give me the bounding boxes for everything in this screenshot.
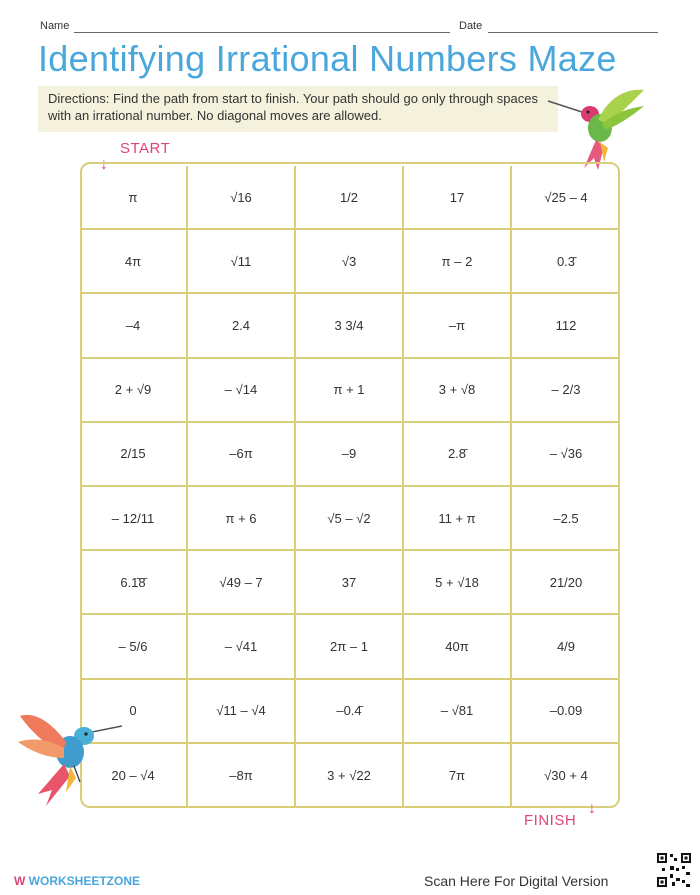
- maze-cell[interactable]: 7π: [404, 744, 512, 808]
- qr-code-icon[interactable]: [656, 852, 692, 888]
- maze-cell[interactable]: √25 – 4: [512, 166, 620, 230]
- maze-cell[interactable]: 0.3̄: [512, 230, 620, 294]
- maze-grid: [80, 166, 620, 808]
- maze-cell[interactable]: – √41: [188, 615, 296, 679]
- maze-cell[interactable]: –2.5: [512, 487, 620, 551]
- maze-cell[interactable]: 5 + √18: [404, 551, 512, 615]
- maze-cell[interactable]: 112: [512, 294, 620, 358]
- maze-cell[interactable]: 20 – √4: [80, 744, 188, 808]
- logo-text: WORKSHEETZONE: [28, 874, 141, 888]
- maze-cell[interactable]: 3 + √22: [296, 744, 404, 808]
- maze-cell[interactable]: 2.4: [188, 294, 296, 358]
- directions-box: Directions: Find the path from start to finish. Your path should go only through spaces with an irrational number. No diagonal moves are allowed.: [38, 86, 558, 132]
- maze-cell[interactable]: – 12/11: [80, 487, 188, 551]
- maze-cell[interactable]: 3 3/4: [296, 294, 404, 358]
- maze-cell[interactable]: π + 6: [188, 487, 296, 551]
- maze-cell[interactable]: π + 1: [296, 359, 404, 423]
- maze-cell[interactable]: –0.4̄: [296, 680, 404, 744]
- maze-cell[interactable]: 4/9: [512, 615, 620, 679]
- maze-cell[interactable]: 1/2: [296, 166, 404, 230]
- start-label: START: [120, 140, 171, 157]
- maze-cell[interactable]: √30 + 4: [544, 768, 588, 784]
- maze-cell[interactable]: 17: [404, 166, 512, 230]
- hummingbird-illustration: [546, 84, 646, 174]
- maze-cell[interactable]: π: [80, 166, 188, 230]
- maze-cell[interactable]: –π: [404, 294, 512, 358]
- worksheetzone-logo: [14, 874, 140, 888]
- maze-cell[interactable]: –0.09: [512, 680, 620, 744]
- maze-cell[interactable]: √11: [188, 230, 296, 294]
- maze-cell[interactable]: 2.8̄: [404, 423, 512, 487]
- maze-cell[interactable]: √49 – 7: [188, 551, 296, 615]
- maze-cell[interactable]: 3 + √8: [404, 359, 512, 423]
- maze-cell[interactable]: 2/15: [80, 423, 188, 487]
- maze-cell[interactable]: 4π: [80, 230, 188, 294]
- logo-w: W: [14, 874, 26, 888]
- maze-cell[interactable]: 21/20: [512, 551, 620, 615]
- maze-cell[interactable]: –8π: [188, 744, 296, 808]
- maze-cell[interactable]: 37: [296, 551, 404, 615]
- maze-cell[interactable]: √3: [296, 230, 404, 294]
- maze-cell[interactable]: 0: [80, 680, 188, 744]
- maze-cell[interactable]: – √36: [512, 423, 620, 487]
- date-label: Date: [459, 20, 483, 32]
- date-line: [488, 32, 658, 33]
- maze-cell[interactable]: – 2/3: [512, 359, 620, 423]
- maze-cell[interactable]: 6.1̄8̄: [80, 551, 188, 615]
- finish-label: FINISH: [524, 812, 577, 829]
- maze-cell[interactable]: √11 – √4: [188, 680, 296, 744]
- finish-arrow-icon: ↓: [588, 800, 596, 817]
- start-arrow-icon: ↓: [100, 156, 108, 173]
- maze-cell[interactable]: – √14: [188, 359, 296, 423]
- scan-text: Scan Here For Digital Version: [424, 873, 609, 889]
- maze-cell[interactable]: 40π: [404, 615, 512, 679]
- name-line: [74, 32, 450, 33]
- maze-cell[interactable]: – √81: [404, 680, 512, 744]
- maze-cell[interactable]: 2π – 1: [296, 615, 404, 679]
- maze-cell[interactable]: –4: [80, 294, 188, 358]
- maze-cell[interactable]: π – 2: [404, 230, 512, 294]
- maze-cell[interactable]: √16: [188, 166, 296, 230]
- maze-cell[interactable]: –9: [296, 423, 404, 487]
- hummingbird-illustration-2: [18, 708, 128, 812]
- page-title: Identifying Irrational Numbers Maze: [38, 38, 617, 79]
- maze-cell[interactable]: 2 + √9: [80, 359, 188, 423]
- name-label: Name: [40, 20, 70, 32]
- maze-cell[interactable]: √5 – √2: [296, 487, 404, 551]
- maze-cell[interactable]: 11 + π: [404, 487, 512, 551]
- maze-cell[interactable]: –6π: [188, 423, 296, 487]
- maze-cell[interactable]: – 5/6: [80, 615, 188, 679]
